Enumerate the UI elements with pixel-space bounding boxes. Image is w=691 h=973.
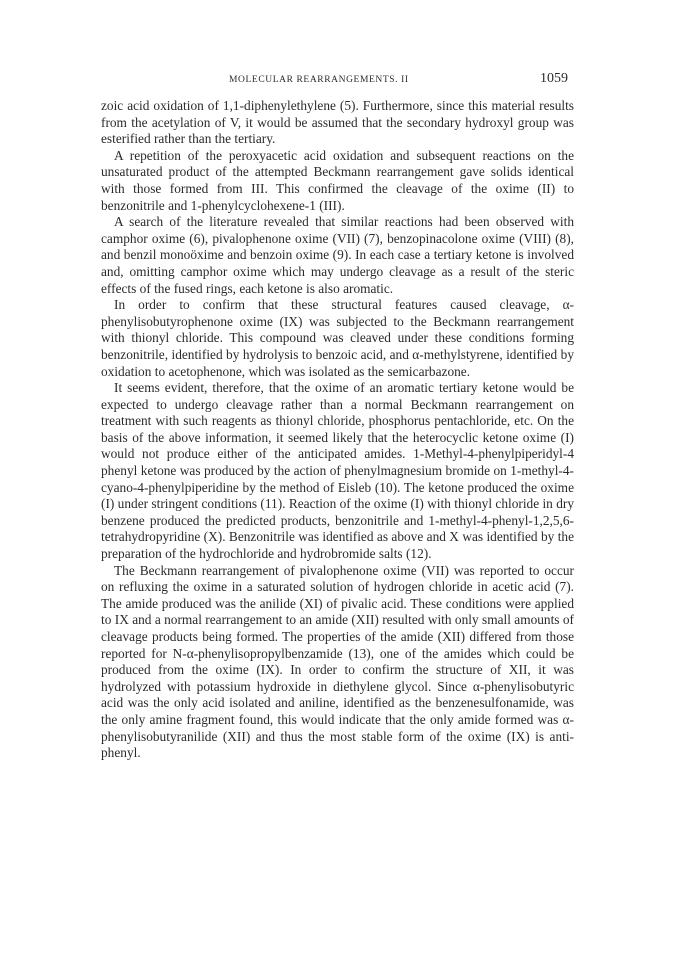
running-head-title: MOLECULAR REARRANGEMENTS. II — [229, 75, 409, 85]
body-text — [101, 98, 574, 762]
paragraph-aromatic-tertiary-ketone: It seems evident, therefore, that the oxime of an aromatic tertiary ketone would be expected to undergo cleavage rather than a normal Beckmann rearrangement on treatment with such reagents as thionyl chloride, phosphorus pentachloride, etc. On the basis of the above information, it seemed likely that the heterocyclic ketone oxime (I) would not produce either of the anticipated amides. 1-Methyl-4-phenylpiperidyl-4 phenyl ketone was produced by the action of phenylmagnesium bromide on 1-methyl-4-cyano-4-phenylpiperidine by the method of Eisleb (10). The ketone produced the oxime (I) under stringent conditions (11). Reaction of the oxime (I) with thionyl chloride in dry benzene produced the predicted products, benzonitrile and 1-methyl-4-phenyl-1,2,5,6-tetrahydropyridine (X). Benzonitrile was identified as above and X was identified by the preparation of the hydrochloride and hydrobromide salts (12). — [101, 380, 574, 562]
running-head — [101, 70, 574, 90]
paragraph-continuation: zoic acid oxidation of 1,1-diphenylethylene (5). Furthermore, since this material results from the acetylation of V, it would be assumed that the secondary hydroxyl group was esterified rather than the tertiary. — [101, 98, 574, 147]
page-number: 1059 — [540, 71, 568, 86]
paragraph-confirmation-experiment: In order to confirm that these structural features caused cleavage, α-phenylisobutyrophenone oxime (IX) was subjected to the Beckmann rearrangement with thionyl chloride. This compound was cleaved under these conditions forming benzonitrile, identified by hydrolysis to benzoic acid, and α-methylstyrene, identified by oxidation to acetophenone, which was isolated as the semicarbazone. — [101, 297, 574, 379]
paragraph-peroxyacetic-repetition: A repetition of the peroxyacetic acid oxidation and subsequent reactions on the unsaturated product of the attempted Beckmann rearrangement gave solids identical with those formed from III. This confirmed the cleavage of the oxime (II) to benzonitrile and 1-phenylcyclohexene-1 (III). — [101, 147, 574, 213]
paragraph-literature-search: A search of the literature revealed that similar reactions had been observed with camphor oxime (6), pivalophenone oxime (VII) (7), benzopinacolone oxime (VIII) (8), and benzil monoöxime and benzoin oxime (9). In each case a tertiary ketone is involved and, omitting camphor oxime which may undergo cleavage as a result of the steric effects of the fused rings, each ketone is also aromatic. — [101, 214, 574, 296]
paragraph-pivalophenone-rearrangement: The Beckmann rearrangement of pivalophenone oxime (VII) was reported to occur on refluxing the oxime in a saturated solution of hydrogen chloride in acetic acid (7). The amide produced was the anilide (XI) of pivalic acid. These conditions were applied to IX and a normal rearrangement to an amide (XII) resulted with only small amounts of cleavage products being formed. The properties of the amide (XII) differed from those reported for N-α-phenylisopropylbenzamide (13), one of the amides which could be produced from the oxime (IX). In order to confirm the structure of XII, it was hydrolyzed with potassium hydroxide in diethylene glycol. Since α-phenylisobutyric acid was the only acid isolated and aniline, identified as the benzenesulfonamide, was the only amine fragment found, this would indicate that the only amide formed was α-phenylisobutyranilide (XII) and thus the most stable form of the oxime (IX) is anti-phenyl. — [101, 562, 574, 761]
